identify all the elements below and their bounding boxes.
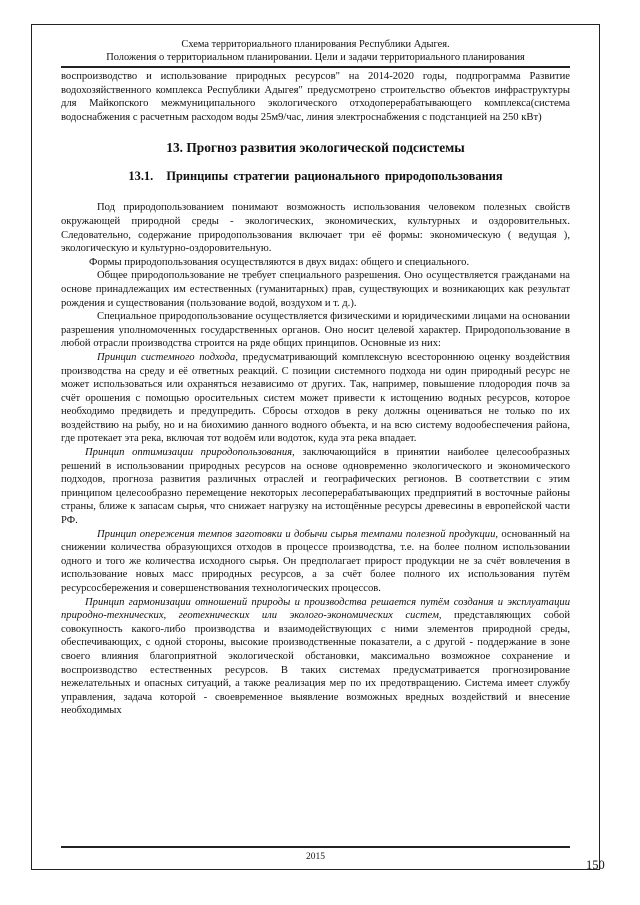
subsection-number: 13.1. [128, 169, 154, 184]
principle-optimization-text: заключающийся в принятии наиболее целесообразных решений в использовании природных ресурсов на основе одновременно экологического и экономического подходов, прогноза развития различных отраслей и географических регионов. В соответствии с этим принципом целесообразно перемещение некоторых лесоперерабатывающих предприятий в восточные районы страны, ближе к запасам сырья, что снижает нагрузку на истощённые ресурсы древесины в европейской части РФ. [61, 447, 570, 527]
paragraph-general-use: Общее природопользование не требует специального разрешения. Оно осуществляется гражданами на основе принадлежащих им естественных (гуманитарных) прав, существующих и возникающих как результат рождения и существования (пользование водой, воздухом и т. д.). [61, 270, 570, 309]
paragraph-principle-optimization [61, 446, 570, 528]
principle-harmonization-text: представляющих собой совокупность какого-либо производства и взаимодействующих с ними элементов природной среды, обеспечивающих, с одной стороны, высокие производственные показатели, а с другой - поддержание в зоне своего влияния благоприятной экологической обстановки, максимально возможное сохранение и воспроизводство естественных ресурсов. В таких системах предусматривается прогнозирование нежелательных и опасных ситуаций, а также реализация мер по их предотвращению. Система имеет службу управления, задача которой - своевременное выявление возможных вредных воздействий и внесение необходимых [61, 610, 571, 717]
paragraph-special-use: Специальное природопользование осуществляется физическими и юридическими лицами на основании разрешения уполномоченных государственных органов. Оно носит целевой характер. Природопользование в любой отрасли производства строится на ряде общих принципов. Основные из них: [61, 311, 570, 350]
document-body [61, 70, 570, 718]
paragraph-principle-harmonization [61, 596, 570, 718]
subsection-heading [61, 168, 570, 185]
principle-harmonization-title: Принцип гармонизации отношений природы и производства решается путём создания и эксплуатации природно-технических, геотехнических или эколого-экономических систем, [61, 596, 570, 622]
page-number: 150 [586, 858, 605, 872]
paragraph-principle-system [61, 351, 570, 446]
section-heading: 13. Прогноз развития экологической подсистемы [166, 140, 465, 156]
principle-advance-text: основанный на снижении количества образующихся отходов в процессе производства, т.е. на более полном использовании одного и того же количества исходного сырья. Он предполагает прирост продукции не за счёт вовлечения в использование новых масс природных ресурсов, а за счёт более полного их использования путём ресурсосбережения и совершенствования технологических процессов. [61, 528, 570, 594]
paragraph-continuation: воспроизводство и использование природных ресурсов" на 2014-2020 годы, подпрограмма Развитие водохозяйственного комплекса Республики Адыгея" предусмотрено строительство объектов инфраструктуры для Майкопского межмуниципального экологического отходоперерабатывающего комплекса(система водоснабжения с расчетным расходом воды 25м9/час, линия электроснабжения с подстанцией на 250 кВт) [61, 71, 570, 123]
footer-divider [61, 846, 570, 848]
header-line-2: Положения о территориальном планировании. Цели и задачи территориального планирования [106, 52, 525, 63]
paragraph-principle-advance [61, 528, 570, 596]
running-header [31, 38, 600, 64]
footer-year: 2015 [306, 852, 325, 862]
principle-system-text: предусматривающий комплексную всестороннюю оценку воздействия производства на среду и её ответных реакций. С позиции системного подхода ни один природный ресурс не может использоваться или охраняться независимо от других. Так, например, повышение плодородия почв за счёт орошения с помощью оросительных систем может привести к истощению водных ресурсов, которое необходимо предвидеть и предупредить. Сбросы отходов в реку должны оцениваться не только по их воздействию на рыбу, но и на биохимию данного водного объекта, и на всю систему водообеспечения района, где протекает эта река, включая тот водоём или водоток, куда эта река впадает. [61, 351, 570, 445]
principle-optimization-title: Принцип оптимизации природопользования, [85, 447, 295, 459]
header-line-1: Схема территориального планирования Республики Адыгея. [181, 39, 450, 50]
principle-system-title: Принцип системного подхода, [97, 351, 238, 363]
subsection-title: Принципы стратегии рационального природопользования [166, 169, 503, 184]
paragraph-forms: Формы природопользования осуществляются в двух видах: общего и специального. [89, 256, 470, 268]
paragraph-definition: Под природопользованием понимают возможность использования человеком полезных свойств окружающей природной среды - экологических, экономических, культурных и оздоровительных. Следовательно, содержание природопользования включает три её формы: экономическую ( ведущая ), экологическую и культурно-оздоровительную. [61, 202, 570, 255]
principle-advance-title: Принцип опережения темпов заготовки и добычи сырья темпами полезной продукции, [97, 528, 499, 540]
header-divider [61, 66, 570, 68]
